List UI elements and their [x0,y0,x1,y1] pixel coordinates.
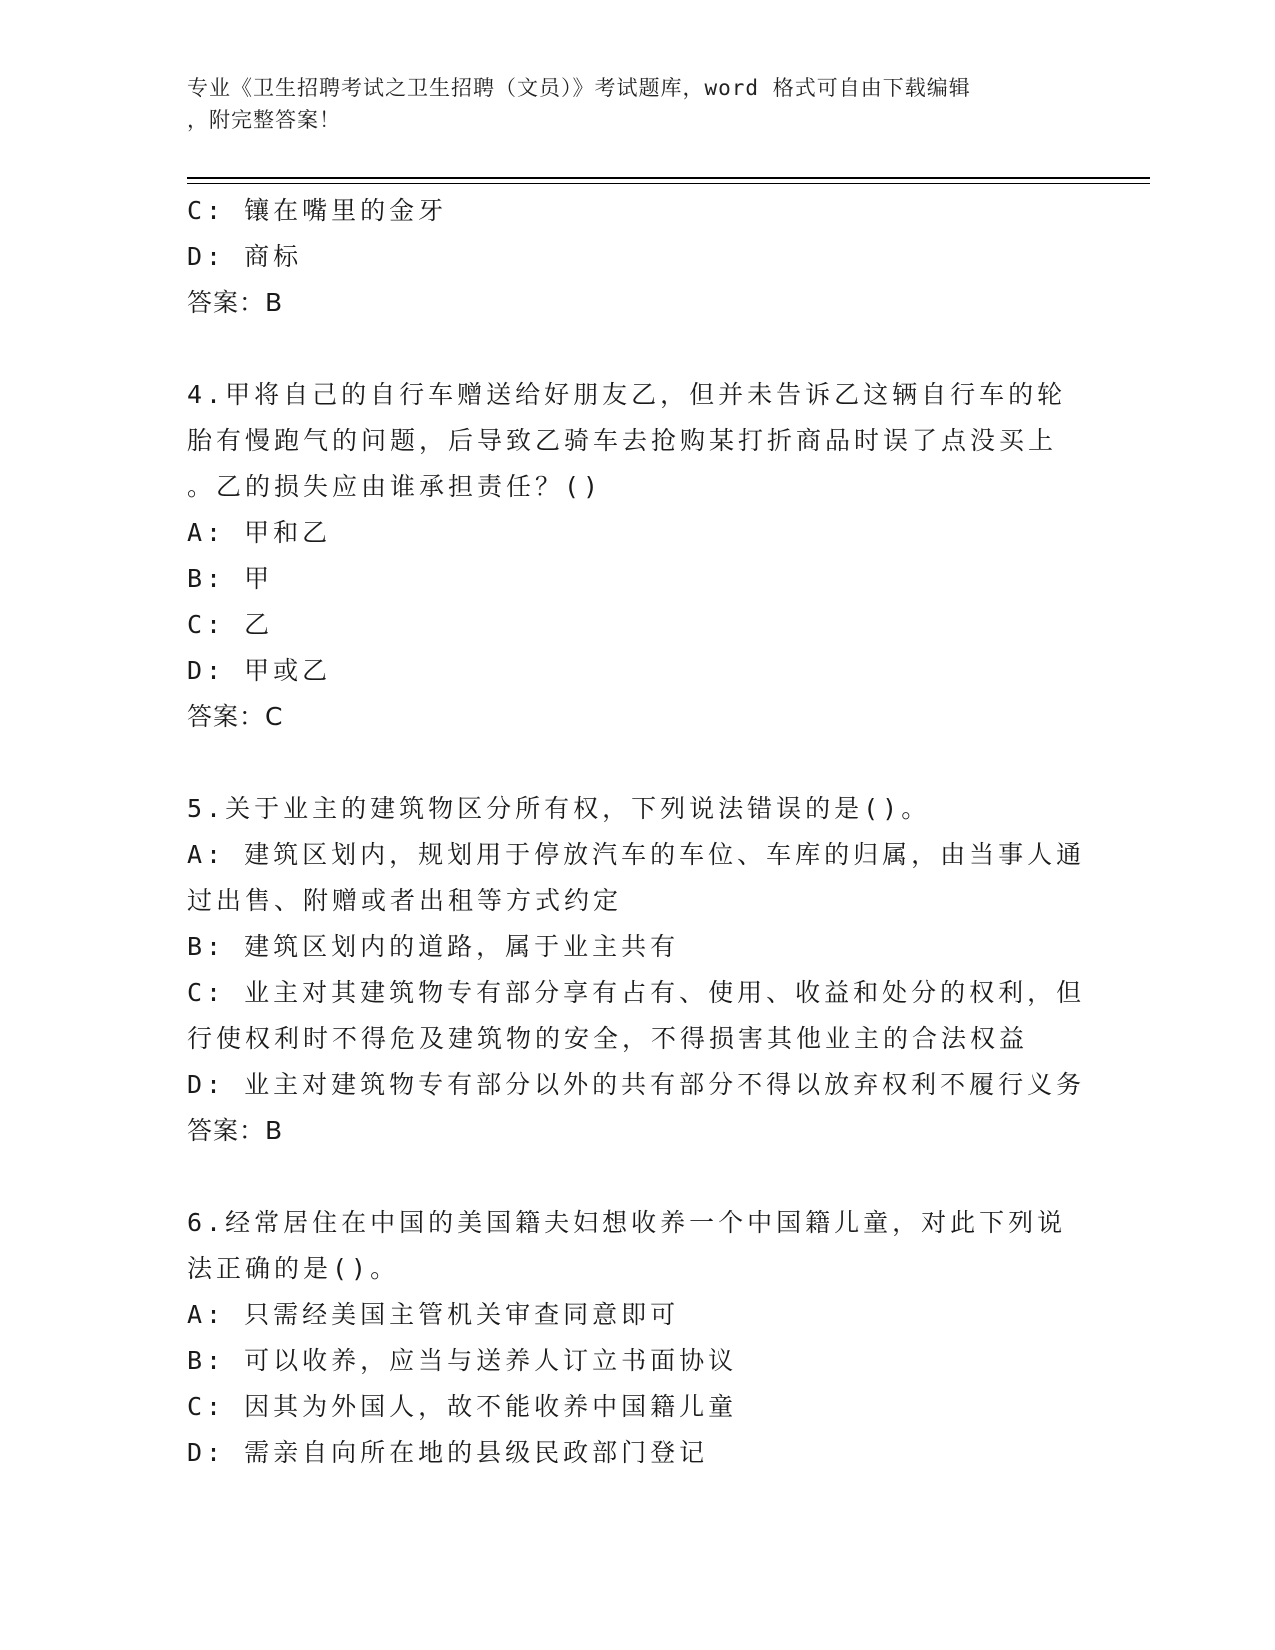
answer: 答案：B [187,1116,284,1145]
option-a: A: 只需经美国主管机关审查同意即可 [187,1300,680,1329]
question-5 [187,786,1087,1154]
option-d: D: 业主对建筑物专有部分以外的共有部分不得以放弃权利不履行义务 [187,1070,1086,1099]
question-4 [187,372,1087,740]
option-b: B: 建筑区划内的道路，属于业主共有 [187,932,680,961]
header-divider-thin [187,183,1150,184]
option-a-continued: 过出售、附赠或者出租等方式约定 [187,886,623,915]
question-list [187,188,1087,1476]
header-line-2: ，附完整答案！ [187,108,341,132]
option-b: B: 可以收养，应当与送养人订立书面协议 [187,1346,738,1375]
option-b: B: 甲 [187,564,274,593]
question-text-line: 6.经常居住在中国的美国籍夫妇想收养一个中国籍儿童，对此下列说 [187,1208,1067,1237]
question-text-line: 胎有慢跑气的问题，后导致乙骑车去抢购某打折商品时误了点没买上 [187,426,1058,455]
document-header [187,72,1067,136]
spacer [187,1154,1087,1200]
question-text-line: 。乙的损失应由谁承担责任？() [187,472,603,501]
option-c: C: 镶在嘴里的金牙 [187,196,448,225]
option-c: C: 因其为外国人，故不能收养中国籍儿童 [187,1392,738,1421]
option-d: D: 甲或乙 [187,656,332,685]
header-divider-thick [187,177,1150,179]
option-d: D: 商标 [187,242,303,271]
question-text-line: 法正确的是()。 [187,1254,400,1283]
question-3 [187,188,1087,326]
option-c: C: 乙 [187,610,274,639]
spacer [187,740,1087,786]
option-c-continued: 行使权利时不得危及建筑物的安全，不得损害其他业主的合法权益 [187,1024,1029,1053]
option-a: A: 甲和乙 [187,518,332,547]
header-line-1: 专业《卫生招聘考试之卫生招聘（文员）》考试题库，word 格式可自由下载编辑 [187,76,971,100]
answer: 答案：B [187,288,284,317]
spacer [187,326,1087,372]
question-6 [187,1200,1087,1476]
question-text-line: 5.关于业主的建筑物区分所有权，下列说法错误的是()。 [187,794,931,823]
answer: 答案：C [187,702,284,731]
question-text-line: 4.甲将自己的自行车赠送给好朋友乙，但并未告诉乙这辆自行车的轮 [187,380,1067,409]
option-d: D: 需亲自向所在地的县级民政部门登记 [187,1438,709,1467]
option-c: C: 业主对其建筑物专有部分享有占有、使用、收益和处分的权利，但 [187,978,1086,1007]
option-a: A: 建筑区划内，规划用于停放汽车的车位、车库的归属，由当事人通 [187,840,1086,869]
